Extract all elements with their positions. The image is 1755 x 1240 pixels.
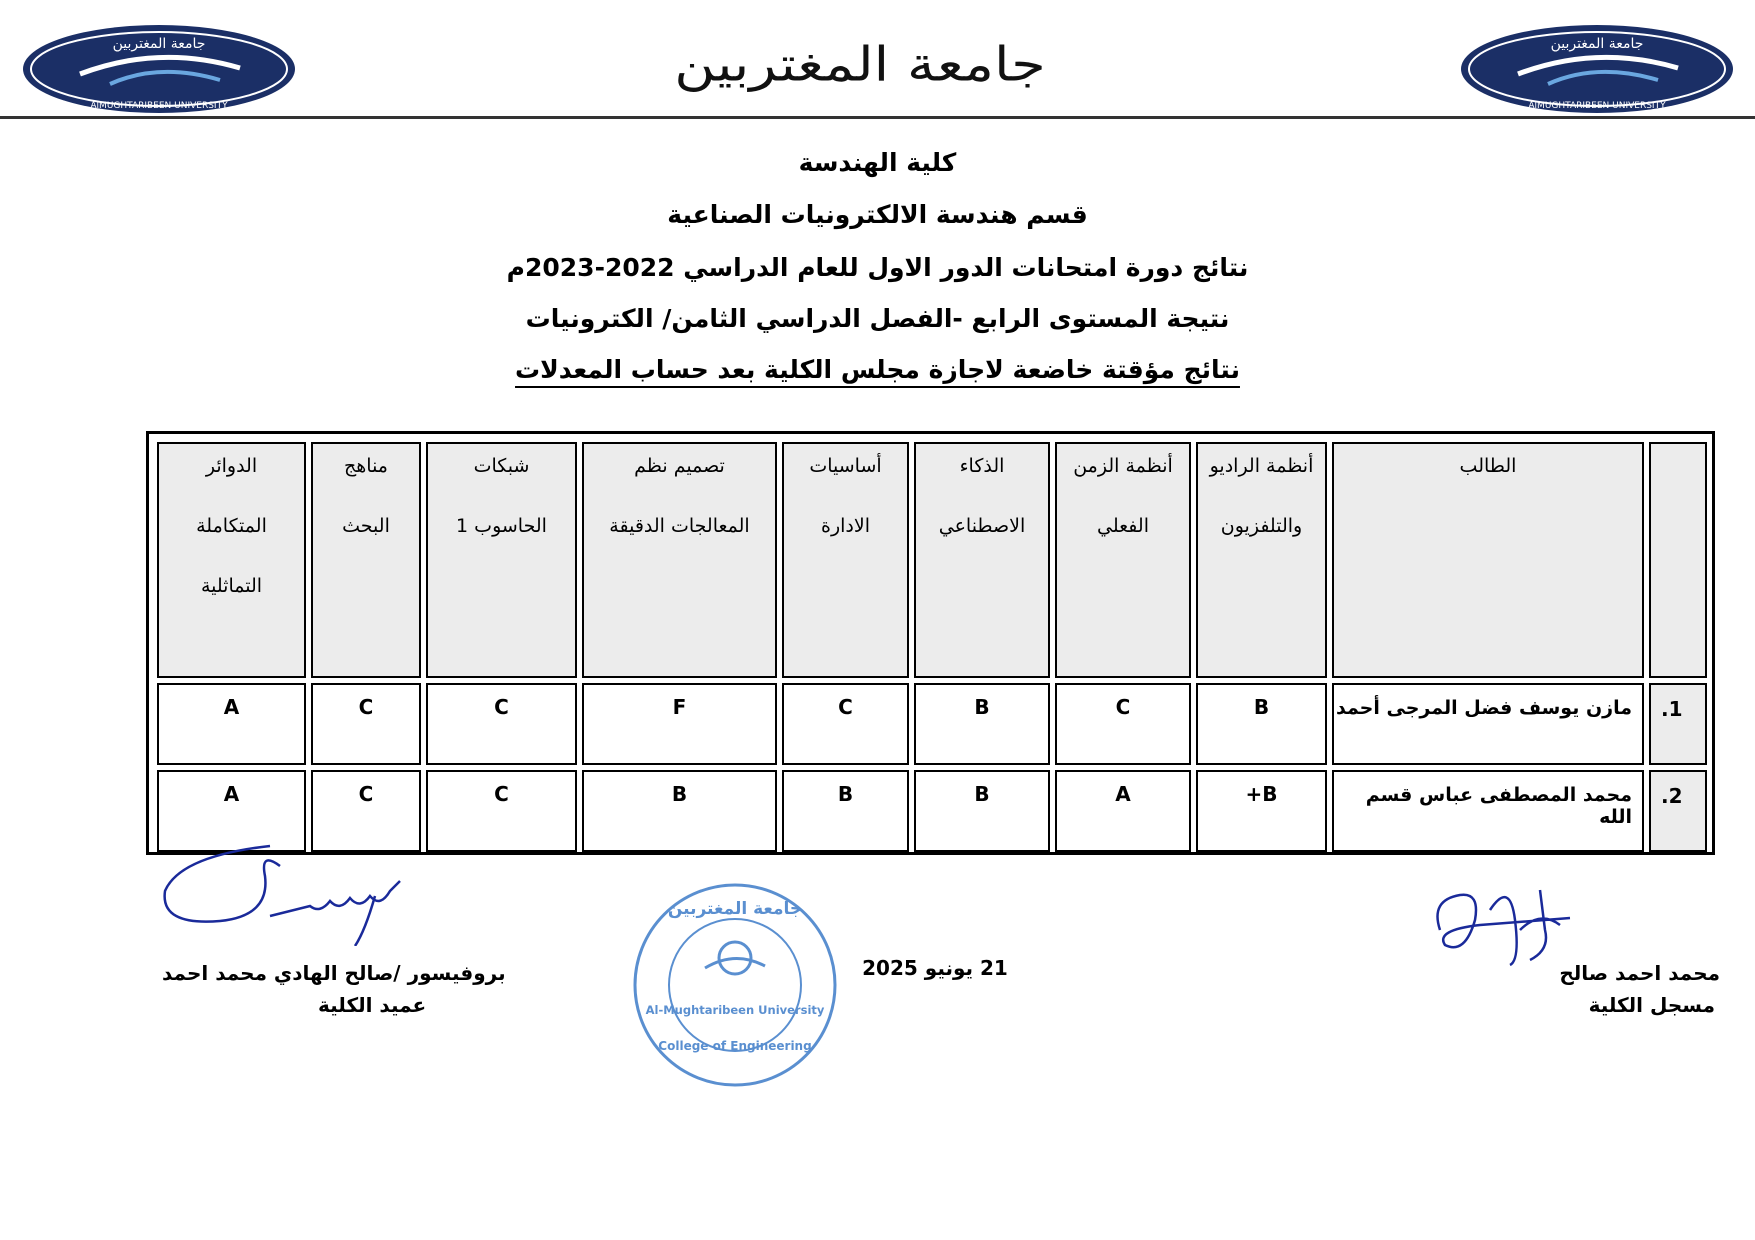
exam-title: نتائج دورة امتحانات الدور الاول للعام الدراسي 2022-2023م xyxy=(506,253,1249,282)
table-row xyxy=(157,683,1707,765)
stamp-arabic: جامعة المغتربين xyxy=(667,899,803,919)
grade-cell: C xyxy=(426,683,577,765)
grade-cell: C xyxy=(311,683,421,765)
grade-cell: A xyxy=(157,683,306,765)
header-student: الطالب xyxy=(1332,442,1644,678)
dean-title: عميد الكلية xyxy=(318,993,427,1017)
header-number xyxy=(1649,442,1707,678)
header-real-time: أنظمة الزمن الفعلي xyxy=(1055,442,1191,678)
header-ai: الذكاء الاصطناعي xyxy=(914,442,1050,678)
grade-cell: B xyxy=(914,770,1050,852)
dean-name: بروفيسور /صالح الهادي محمد احمد xyxy=(162,961,506,985)
provisional-note-text: نتائج مؤقتة خاضعة لاجازة مجلس الكلية بعد حساب المعدلات xyxy=(515,355,1240,384)
logo-right-english: AlMUGHTARIBEEN UNIVERSITY xyxy=(1528,101,1666,111)
header-research: مناهج البحث xyxy=(311,442,421,678)
row-number: 1. xyxy=(1649,683,1707,765)
grade-cell: A xyxy=(157,770,306,852)
registrar-title: مسجل الكلية xyxy=(1588,993,1715,1017)
grade-cell: A xyxy=(1055,770,1191,852)
document-date: 21 يونيو 2025 xyxy=(862,956,1008,980)
grade-cell: C xyxy=(311,770,421,852)
header-management: أساسيات الادارة xyxy=(782,442,909,678)
logo-left-arabic: جامعة المغتربين xyxy=(112,36,206,52)
logo-right-arabic: جامعة المغتربين xyxy=(1550,36,1644,52)
table-header-row xyxy=(157,442,1707,678)
grade-cell: F xyxy=(582,683,777,765)
grade-cell: B+ xyxy=(1196,770,1327,852)
grade-cell: B xyxy=(582,770,777,852)
results-table xyxy=(152,437,1712,857)
logo-left-english: AlMUGHTARIBEEN UNIVERSITY xyxy=(90,101,228,111)
dean-signature xyxy=(160,836,430,946)
registrar-name: محمد احمد صالح xyxy=(1559,961,1720,985)
header-divider xyxy=(0,116,1755,119)
department-title: قسم هندسة الالكترونيات الصناعية xyxy=(667,200,1088,229)
faculty-title: كلية الهندسة xyxy=(798,148,957,177)
college-stamp xyxy=(630,880,840,1090)
stamp-line2: College of Engineering xyxy=(658,1039,812,1053)
header-microprocessor: تصميم نظم المعالجات الدقيقة xyxy=(582,442,777,678)
grade-cell: B xyxy=(914,683,1050,765)
row-number: 2. xyxy=(1649,770,1707,852)
stamp-line1: Al-Mughtaribeen University xyxy=(645,1003,825,1017)
university-name: جامعة المغتربين xyxy=(674,36,1046,93)
grade-cell: C xyxy=(1055,683,1191,765)
university-logo-right xyxy=(1458,22,1736,116)
university-logo-left xyxy=(20,22,298,116)
provisional-note xyxy=(200,350,1555,390)
grade-cell: C xyxy=(782,683,909,765)
student-name: محمد المصطفى عباس قسم الله xyxy=(1332,770,1644,852)
grade-cell: B xyxy=(1196,683,1327,765)
header-networks: شبكات الحاسوب 1 xyxy=(426,442,577,678)
level-title: نتيجة المستوى الرابع -الفصل الدراسي الثامن/ الكترونيات xyxy=(525,304,1230,333)
student-name: مازن يوسف فضل المرجى أحمد xyxy=(1332,683,1644,765)
grade-cell: B xyxy=(782,770,909,852)
header-radio-tv: أنظمة الراديو والتلفزيون xyxy=(1196,442,1327,678)
header-analog-ic: الدوائر المتكاملة التماثلية xyxy=(157,442,306,678)
grade-cell: C xyxy=(426,770,577,852)
